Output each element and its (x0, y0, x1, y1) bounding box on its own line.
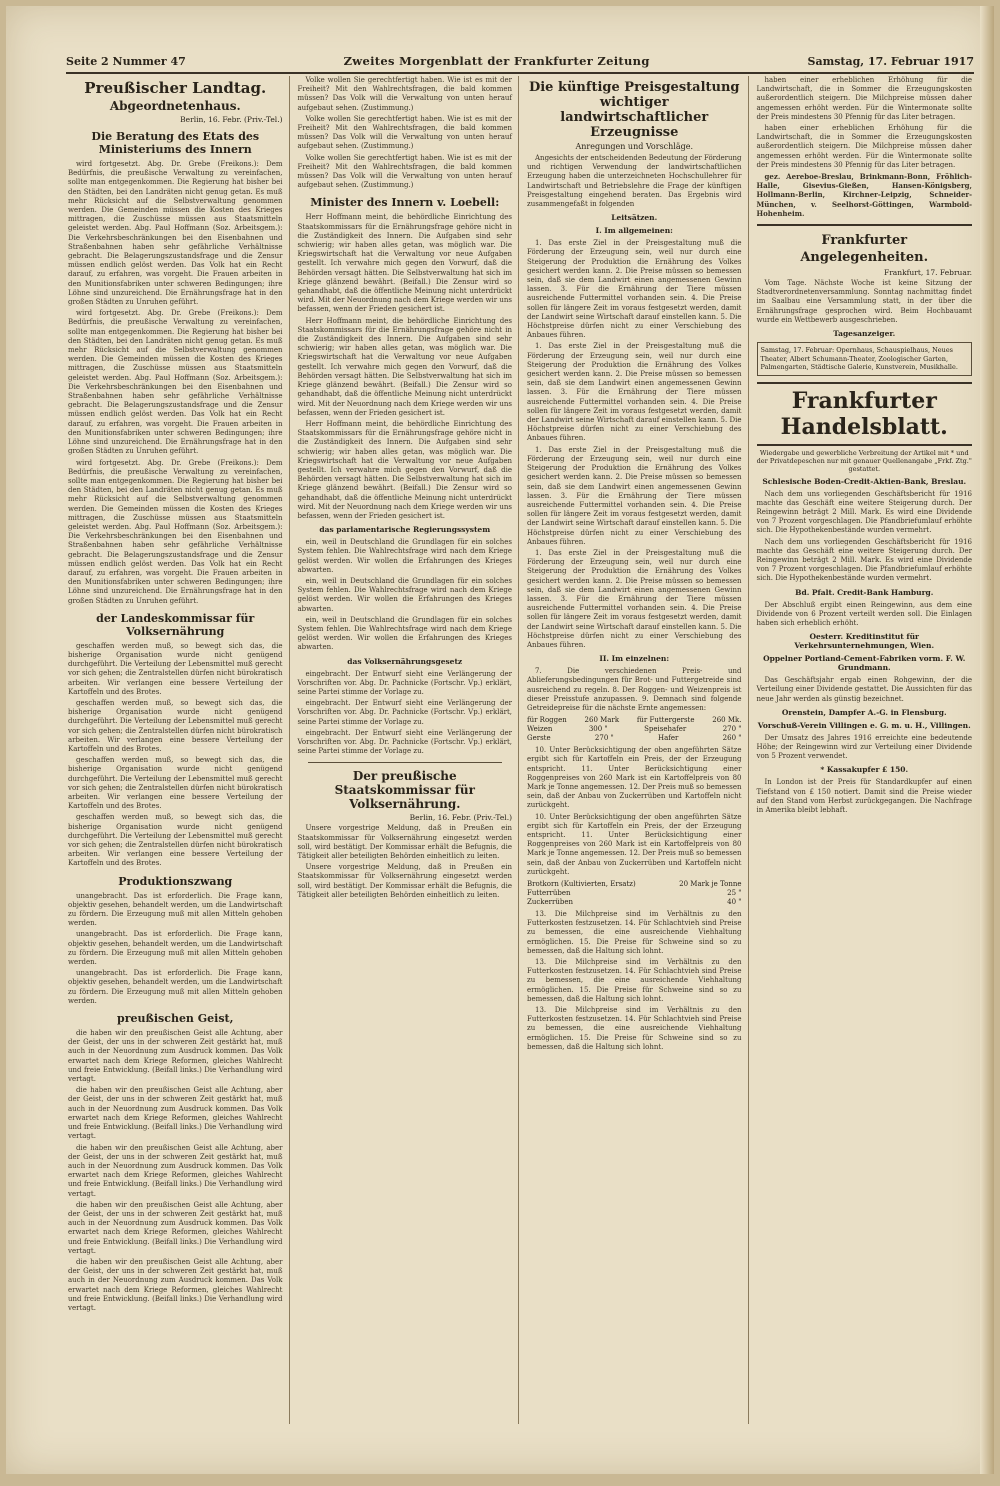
handelsblatt-note: Wiedergabe und gewerbliche Verbreitung der Artikel mit * und der Privatdepeschen nur mit genauer Quellenangabe „Frkf. Ztg." gestattet. (756, 448, 972, 473)
company-heading: Bd. Pfalt. Credit-Bank Hamburg. (795, 587, 934, 597)
dateline: Berlin, 16. Febr. (Priv.-Tel.) (409, 813, 512, 823)
handelsblatt-title: Frankfurter Handelsblatt. (757, 382, 973, 446)
company-heading: * Kassakupfer £ 150. (820, 765, 909, 775)
price-cell: Weizen (527, 725, 553, 734)
price-cell: 270 " (722, 725, 742, 734)
section-heading: I. Im allgemeinen: (595, 226, 673, 236)
section-heading: das Volksernährungsgesetz (347, 656, 463, 666)
article-body: Nach dem uns vorliegenden Geschäftsbericht für 1916 machte das Geschäft eine weitere Steigerung durch. Der Reingewinn beträgt 2 Mill. Mark. Es wird eine Dividende von 7 Prozent vorgeschlagen. Die Pfandbriefumlauf erhöhte sich. Die Hypothekenbestände wurden vermehrt. Nach dem uns vorliegenden Geschäftsbericht für 1916 machte das Geschäft eine weitere Steigerung durch. Der Reingewinn beträgt 2 Mill. Mark. Es wird eine Dividende von 7 Prozent vorgeschlagen. Die Pfandbriefumlauf erhöhte sich. Die Hypothekenbestände wurden vermehrt. (756, 489, 972, 583)
price-cell: für Roggen (527, 716, 567, 725)
company-heading: Orenstein, Dampfer A.-G. in Flensburg. (781, 707, 947, 717)
divider (757, 224, 973, 226)
article-body: Volke wollen Sie gerechtfertigt haben. Wie ist es mit der Freiheit? Mit den Wahlrechtsfragen, die bald kommen müssen? Das Volk will die Verwaltung von unten herauf aufgebaut sehen. (Zustimmung.) Volke wollen Sie gerechtfertigt haben. Wie ist es mit der Freiheit? Mit den Wahlrechtsfragen, die bald kommen müssen? Das Volk will die Verwaltung von unten herauf aufgebaut sehen. (Zustimmung.) Volke wollen Sie gerechtfertigt haben. Wie ist es mit der Freiheit? Mit den Wahlrechtsfragen, die bald kommen müssen? Das Volk will die Verwaltung von unten herauf aufgebaut sehen. (Zustimmung.) (297, 76, 512, 190)
price-table-2 (527, 880, 742, 907)
article-title-preisgestaltung: Die künftige Preisgestaltung wichtiger landwirtschaftlicher Erzeugnisse (528, 80, 740, 140)
price-cell: 25 " (727, 889, 742, 898)
company-heading: Vorschuß-Verein Villingen e. G. m. u. H., Villingen. (757, 720, 971, 730)
price-row (527, 898, 742, 907)
price-cell: 260 Mark (584, 716, 620, 725)
article-body: Unsere vorgestrige Meldung, daß in Preußen ein Staatskommissar für Volksernährung eingesetzt werden soll, wird bestätigt. Der Kommissar erhält die Befugnis, die Tätigkeit aller beteiligten Behörden einheitlich zu leiten. Unsere vorgestrige Meldung, daß in Preußen ein Staatskommissar für Volksernährung eingesetzt werden soll, wird bestätigt. Der Kommissar erhält die Befugnis, die Tätigkeit aller beteiligten Behörden einheitlich zu leiten. (297, 824, 512, 899)
section-heading: Produktionszwang (118, 874, 233, 888)
price-cell: 300 " (588, 725, 608, 734)
notices-box: Samstag, 17. Februar: Opernhaus, Schauspielhaus, Neues Theater, Albert Schumann-Theater, Zoologischer Garten, Palmengarten, Städtische Galerie, Kunstverein, Musikhalle. (757, 342, 973, 376)
article-body: In London ist der Preis für Standardkupfer auf einen Tiefstand von £ 150 notiert. Damit sind die Preise wieder auf den Stand vom Herbst zurückgegangen. Die Nachfrage in Amerika bleibt lebhaft. (756, 778, 972, 815)
article-title-frankfurt: Frankfurter Angelegenheiten. (800, 233, 929, 266)
article-body: die haben wir den preußischen Geist alle Achtung, aber der Geist, der uns in der schweren Zeit gestärkt hat, muß auch in der Neuordnung zum Ausdruck kommen. Das Volk erwartet nach dem Kriege Reformen, gleiches Wahlrecht und freie Entwicklung. (Beifall links.) Die Verhandlung wird vertagt. die haben wir den preußischen Geist alle Achtung, aber der Geist, der uns in der schweren Zeit gestärkt hat, muß auch in der Neuordnung zum Ausdruck kommen. Das Volk erwartet nach dem Kriege Reformen, gleiches Wahlrecht und freie Entwicklung. (Beifall links.) Die Verhandlung wird vertagt. die haben wir den preußischen Geist alle Achtung, aber der Geist, der uns in der schweren Zeit gestärkt hat, muß auch in der Neuordnung zum Ausdruck kommen. Das Volk erwartet nach dem Kriege Reformen, gleiches Wahlrecht und freie Entwicklung. (Beifall links.) Die Verhandlung wird vertagt. die haben wir den preußischen Geist alle Achtung, aber der Geist, der uns in der schweren Zeit gestärkt hat, muß auch in der Neuordnung zum Ausdruck kommen. Das Volk erwartet nach dem Kriege Reformen, gleiches Wahlrecht und freie Entwicklung. (Beifall links.) Die Verhandlung wird vertagt. die haben wir den preußischen Geist alle Achtung, aber der Geist, der uns in der schweren Zeit gestärkt hat, muß auch in der Neuordnung zum Ausdruck kommen. Das Volk erwartet nach dem Kriege Reformen, gleiches Wahlrecht und freie Entwicklung. (Beifall links.) Die Verhandlung wird vertagt. (68, 1029, 283, 1312)
issue-date: Samstag, 17. Februar 1917 (807, 54, 974, 68)
dateline: Berlin, 16. Febr. (Priv.-Tel.) (180, 115, 283, 124)
divider (308, 762, 503, 763)
article-body: geschaffen werden muß, so bewegt sich das, die bisherige Organisation wurde nicht genügend durchgeführt. Die Verteilung der Lebensmittel muß gerecht vor sich gehen; die Zentralstellen dürfen nicht bürokratisch arbeiten. Wir verlangen eine bessere Verteilung der Kartoffeln und des Brotes. geschaffen werden muß, so bewegt sich das, die bisherige Organisation wurde nicht genügend durchgeführt. Die Verteilung der Lebensmittel muß gerecht vor sich gehen; die Zentralstellen dürfen nicht bürokratisch arbeiten. Wir verlangen eine bessere Verteilung der Kartoffeln und des Brotes. geschaffen werden muß, so bewegt sich das, die bisherige Organisation wurde nicht genügend durchgeführt. Die Verteilung der Lebensmittel muß gerecht vor sich gehen; die Zentralstellen dürfen nicht bürokratisch arbeiten. Wir verlangen eine bessere Verteilung der Kartoffeln und des Brotes. geschaffen werden muß, so bewegt sich das, die bisherige Organisation wurde nicht genügend durchgeführt. Die Verteilung der Lebensmittel muß gerecht vor sich gehen; die Zentralstellen dürfen nicht bürokratisch arbeiten. Wir verlangen eine bessere Verteilung der Kartoffeln und des Brotes. (68, 641, 283, 868)
article-body: ein, weil in Deutschland die Grundlagen für ein solches System fehlen. Die Wahlrechtsfrage wird nach dem Kriege gelöst werden. Wir wollen die Erfahrungen des Krieges abwarten. ein, weil in Deutschland die Grundlagen für ein solches System fehlen. Die Wahlrechtsfrage wird nach dem Kriege gelöst werden. Wir wollen die Erfahrungen des Krieges abwarten. ein, weil in Deutschland die Grundlagen für ein solches System fehlen. Die Wahlrechtsfrage wird nach dem Kriege gelöst werden. Wir wollen die Erfahrungen des Krieges abwarten. (297, 538, 512, 652)
columns (66, 76, 978, 1424)
company-heading: Oesterr. Kreditinstitut für Verkehrsunternehmungen, Wien. (794, 632, 935, 651)
price-cell: Brotkorn (Kultivierten, Ersatz) (527, 880, 636, 889)
article-subtitle-abgeordnetenhaus: Abgeordnetenhaus. (109, 99, 241, 113)
section-heading: Leitsätzen. (611, 213, 658, 223)
price-table (527, 716, 742, 743)
article-body: Herr Hoffmann meint, die behördliche Einrichtung des Staatskommissars für die Ernährungsfrage gehöre nicht in die Zuständigkeit des Innern. Die Aufgaben sind sehr schwierig; wir haben alles getan, was möglich war. Die Kriegswirtschaft hat die Verwaltung vor neue Aufgaben gestellt. Ich verwahre mich gegen den Vorwurf, daß die Behörden versagt hätten. Die Selbstverwaltung hat sich im Kriege glänzend bewährt. (Beifall.) Die Zensur wird so gehandhabt, daß die öffentliche Meinung nicht unterdrückt wird. Mit der Neuordnung nach dem Kriege werden wir uns befassen, wenn der Frieden gesichert ist. Herr Hoffmann meint, die behördliche Einrichtung des Staatskommissars für die Ernährungsfrage gehöre nicht in die Zuständigkeit des Innern. Die Aufgaben sind sehr schwierig; wir haben alles getan, was möglich war. Die Kriegswirtschaft hat die Verwaltung vor neue Aufgaben gestellt. Ich verwahre mich gegen den Vorwurf, daß die Behörden versagt hätten. Die Selbstverwaltung hat sich im Kriege glänzend bewährt. (Beifall.) Die Zensur wird so gehandhabt, daß die öffentliche Meinung nicht unterdrückt wird. Mit der Neuordnung nach dem Kriege werden wir uns befassen, wenn der Frieden gesichert ist. Herr Hoffmann meint, die behördliche Einrichtung des Staatskommissars für die Ernährungsfrage gehöre nicht in die Zuständigkeit des Innern. Die Aufgaben sind sehr schwierig; wir haben alles getan, was möglich war. Die Kriegswirtschaft hat die Verwaltung vor neue Aufgaben gestellt. Ich verwahre mich gegen den Vorwurf, daß die Behörden versagt hätten. Die Selbstverwaltung hat sich im Kriege glänzend bewährt. (Beifall.) Die Zensur wird so gehandhabt, daß die öffentliche Meinung nicht unterdrückt wird. Mit der Neuordnung nach dem Kriege werden wir uns befassen, wenn der Frieden gesichert ist. (297, 213, 512, 520)
article-body: wird fortgesetzt. Abg. Dr. Grebe (Freikons.): Dem Bedürfnis, die preußische Verwaltung zu vereinfachen, sollte man entgegenkommen. Die Regierung hat bisher bei den Städten, bei den Landräten nicht genug getan. Es muß mehr Rücksicht auf die Selbstverwaltung genommen werden. Die Gemeinden müssen die Kosten des Krieges mittragen, die Zuschüsse müssen aus Staatsmitteln geleistet werden. Abg. Paul Hoffmann (Soz. Arbeitsgem.): Die Verkehrsbeschränkungen bei den Eisenbahnen und Straßenbahnen haben sehr gefährliche Verhältnisse gebracht. Die Belagerungszustandsfrage und die Zensur müssen endlich gelöst werden. Das Volk hat ein Recht darauf, zu erfahren, was vorgeht. Die Frauen arbeiten in den Munitionsfabriken unter schweren Bedingungen; ihre Löhne sind unzureichend. Die Ernährungsfrage hat in den großen Städten zu Unruhen geführt. wird fortgesetzt. Abg. Dr. Grebe (Freikons.): Dem Bedürfnis, die preußische Verwaltung zu vereinfachen, sollte man entgegenkommen. Die Regierung hat bisher bei den Städten, bei den Landräten nicht genug getan. Es muß mehr Rücksicht auf die Selbstverwaltung genommen werden. Die Gemeinden müssen die Kosten des Krieges mittragen, die Zuschüsse müssen aus Staatsmitteln geleistet werden. Abg. Paul Hoffmann (Soz. Arbeitsgem.): Die Verkehrsbeschränkungen bei den Eisenbahnen und Straßenbahnen haben sehr gefährliche Verhältnisse gebracht. Die Belagerungszustandsfrage und die Zensur müssen endlich gelöst werden. Das Volk hat ein Recht darauf, zu erfahren, was vorgeht. Die Frauen arbeiten in den Munitionsfabriken unter schweren Bedingungen; ihre Löhne sind unzureichend. Die Ernährungsfrage hat in den großen Städten zu Unruhen geführt. wird fortgesetzt. Abg. Dr. Grebe (Freikons.): Dem Bedürfnis, die preußische Verwaltung zu vereinfachen, sollte man entgegenkommen. Die Regierung hat bisher bei den Städten, bei den Landräten nicht genug getan. Es muß mehr Rücksicht auf die Selbstverwaltung genommen werden. Die Gemeinden müssen die Kosten des Krieges mittragen, die Zuschüsse müssen aus Staatsmitteln geleistet werden. Abg. Paul Hoffmann (Soz. Arbeitsgem.): Die Verkehrsbeschränkungen bei den Eisenbahnen und Straßenbahnen haben sehr gefährliche Verhältnisse gebracht. Die Belagerungszustandsfrage und die Zensur müssen endlich gelöst werden. Das Volk hat ein Recht darauf, zu erfahren, was vorgeht. Die Frauen arbeiten in den Munitionsfabriken unter schweren Bedingungen; ihre Löhne sind unzureichend. Die Ernährungsfrage hat in den großen Städten zu Unruhen geführt. (68, 160, 283, 605)
article-body: haben einer erheblichen Erhöhung für die Landwirtschaft, die in Sommer die Erzeugungskosten außerordentlich steigern. Die Milchpreise müssen daher angemessen erhöht werden. Für die Wintermonate sollte der Preis mindestens 30 Pfennig für das Liter betragen. haben einer erheblichen Erhöhung für die Landwirtschaft, die in Sommer die Erzeugungskosten außerordentlich steigern. Die Milchpreise müssen daher angemessen erhöht werden. Für die Wintermonate sollte der Preis mindestens 30 Pfennig für das Liter betragen. (756, 76, 972, 169)
article-title-staatskommissar: Der preußische Staatskommissar für Volksernährung. (334, 769, 475, 812)
price-cell: Futterrüben (527, 889, 571, 898)
article-body: Das Geschäftsjahr ergab einen Rohgewinn, der die Verteilung einer Dividende gestattet. Die Aussichten für das neue Jahr werden als günstig bezeichnet. (756, 676, 972, 703)
signers: gez. Aereboe-Breslau, Brinkmann-Bonn, Fröhlich-Halle, Gisevius-Gießen, Hansen-Königsberg, Hollmann-Berlin, Kirchner-Leipzig, Schneider-München, v. Seelhorst-Göttingen, Warmbold-Hohenheim. (756, 172, 972, 218)
page-number: Seite 2 Nummer 47 (66, 54, 186, 68)
masthead: Zweites Morgenblatt der Frankfurter Zeitung (343, 54, 650, 68)
price-cell: 260 " (722, 734, 742, 743)
price-cell: Hafer (658, 734, 679, 743)
price-cell: Gerste (527, 734, 551, 743)
company-heading: Oppelner Portland-Cement-Fabriken vorm. F. W. Grundmann. (763, 654, 966, 673)
article-body: eingebracht. Der Entwurf sieht eine Verlängerung der Vorschriften vor. Abg. Dr. Pachnicke (Fortschr. Vp.) erklärt, seine Partei stimme der Vorlage zu. eingebracht. Der Entwurf sieht eine Verlängerung der Vorschriften vor. Abg. Dr. Pachnicke (Fortschr. Vp.) erklärt, seine Partei stimme der Vorlage zu. eingebracht. Der Entwurf sieht eine Verlängerung der Vorschriften vor. Abg. Dr. Pachnicke (Fortschr. Vp.) erklärt, seine Partei stimme der Vorlage zu. (297, 669, 512, 756)
section-heading: Minister des Innern v. Loebell: (310, 196, 500, 210)
company-heading: Schlesische Boden-Credit-Aktien-Bank, Breslau. (762, 476, 967, 486)
price-cell: 40 " (727, 898, 742, 907)
newspaper-page (6, 6, 994, 1474)
price-row (527, 734, 742, 743)
price-row (527, 725, 742, 734)
section-heading: preußischen Geist, (117, 1012, 234, 1026)
section-heading: der Landeskommissar für Volksernährung (96, 611, 255, 638)
price-cell: 20 Mark je Tonne (679, 880, 742, 889)
column-3 (525, 76, 749, 1424)
article-body: 1. Das erste Ziel in der Preisgestaltung muß die Förderung der Erzeugung sein, weil nur durch eine Steigerung der Produktion die Ernährung des Volkes gesichert werden kann. 2. Die Preise müssen so bemessen sein, daß sie dem Landwirt einen angemessenen Gewinn lassen. 3. Für die Ernährung der Tiere müssen ausreichende Futtermittel vorhanden sein. 4. Die Preise sollen für längere Zeit im voraus festgesetzt werden, damit der Landwirt seine Wirtschaft darauf einstellen kann. 5. Die Höchstpreise dürfen nicht zu einer Verschiebung des Anbaues führen. 1. Das erste Ziel in der Preisgestaltung muß die Förderung der Erzeugung sein, weil nur durch eine Steigerung der Produktion die Ernährung des Volkes gesichert werden kann. 2. Die Preise müssen so bemessen sein, daß sie dem Landwirt einen angemessenen Gewinn lassen. 3. Für die Ernährung der Tiere müssen ausreichende Futtermittel vorhanden sein. 4. Die Preise sollen für längere Zeit im voraus festgesetzt werden, damit der Landwirt seine Wirtschaft darauf einstellen kann. 5. Die Höchstpreise dürfen nicht zu einer Verschiebung des Anbaues führen. 1. Das erste Ziel in der Preisgestaltung muß die Förderung der Erzeugung sein, weil nur durch eine Steigerung der Produktion die Ernährung des Volkes gesichert werden kann. 2. Die Preise müssen so bemessen sein, daß sie dem Landwirt einen angemessenen Gewinn lassen. 3. Für die Ernährung der Tiere müssen ausreichende Futtermittel vorhanden sein. 4. Die Preise sollen für längere Zeit im voraus festgesetzt werden, damit der Landwirt seine Wirtschaft darauf einstellen kann. 5. Die Höchstpreise dürfen nicht zu einer Verschiebung des Anbaues führen. 1. Das erste Ziel in der Preisgestaltung muß die Förderung der Erzeugung sein, weil nur durch eine Steigerung der Produktion die Ernährung des Volkes gesichert werden kann. 2. Die Preise müssen so bemessen sein, daß sie dem Landwirt einen angemessenen Gewinn lassen. 3. Für die Ernährung der Tiere müssen ausreichende Futtermittel vorhanden sein. 4. Die Preise sollen für längere Zeit im voraus festgesetzt werden, damit der Landwirt seine Wirtschaft darauf einstellen kann. 5. Die Höchstpreise dürfen nicht zu einer Verschiebung des Anbaues führen. (527, 239, 742, 649)
article-body: 7. Die verschiedenen Preis- und Ablieferungsbedingungen für Brot- und Futtergetreide sind ausreichend zu regeln. 8. Der Roggen- und Weizenpreis ist dieser Preisstufe anzupassen. 9. Demnach sind folgende Getreidepreise für die nächste Ernte angemessen: (527, 667, 742, 712)
section-heading: Tagesanzeiger. (833, 329, 896, 339)
section-heading: II. Im einzelnen: (599, 654, 670, 664)
page-edge-shadow (980, 6, 994, 1474)
article-body: unangebracht. Das ist erforderlich. Die Frage kann, objektiv gesehen, behandelt werden, um die Landwirtschaft zu fördern. Die Erzeugung muß mit allen Mitteln gehoben werden. unangebracht. Das ist erforderlich. Die Frage kann, objektiv gesehen, behandelt werden, um die Landwirtschaft zu fördern. Die Erzeugung muß mit allen Mitteln gehoben werden. unangebracht. Das ist erforderlich. Die Frage kann, objektiv gesehen, behandelt werden, um die Landwirtschaft zu fördern. Die Erzeugung muß mit allen Mitteln gehoben werden. (68, 891, 283, 1005)
article-body: 10. Unter Berücksichtigung der oben angeführten Sätze ergibt sich für Kartoffeln ein Preis, der der Erzeugung entspricht. 11. Unter Berücksichtigung einer Roggenpreises von 260 Mark ist ein Kartoffelpreis von 80 Mark je Tonne angemessen. 12. Der Preis muß so bemessen sein, daß der Anbau von Zuckerrüben und Kartoffeln nicht zurückgeht. 10. Unter Berücksichtigung der oben angeführten Sätze ergibt sich für Kartoffeln ein Preis, der der Erzeugung entspricht. 11. Unter Berücksichtigung einer Roggenpreises von 260 Mark ist ein Kartoffelpreis von 80 Mark je Tonne angemessen. 12. Der Preis muß so bemessen sein, daß der Anbau von Zuckerrüben und Kartoffeln nicht zurückgeht. (527, 746, 742, 876)
page-header (66, 50, 974, 74)
section-heading: das parlamentarische Regierungssystem (319, 525, 491, 535)
article-body: Der Abschluß ergibt einen Reingewinn, aus dem eine Dividende von 6 Prozent verteilt werden soll. Die Einlagen haben sich erheblich erhöht. (756, 600, 972, 627)
price-row (527, 889, 742, 898)
article-intro: Angesichts der entscheidenden Bedeutung der Förderung und richtigen Verwendung der landwirtschaftlichen Erzeugung haben die unterzeichneten Hochschullehrer für Landwirtschaft und Betriebslehre die Frage der künftigen Preisgestaltung eingehend beraten. Das Ergebnis wird zusammengefaßt in folgenden (527, 154, 742, 209)
column-4 (755, 76, 979, 1424)
section-heading: Die Beratung des Etats des Ministeriums des Innern (91, 130, 260, 156)
article-body: Der Umsatz des Jahres 1916 erreichte eine bedeutende Höhe; der Reingewinn wird zur Verteilung einer Dividende von 5 Prozent verwendet. (756, 733, 972, 761)
dateline: Frankfurt, 17. Februar. (884, 268, 972, 278)
price-cell: Speisehafer (644, 725, 687, 734)
price-cell: 260 Mk. (712, 716, 742, 725)
article-title-landtag: Preußischer Landtag. (84, 79, 267, 97)
price-row (527, 880, 742, 889)
column-1 (66, 76, 290, 1424)
article-subtitle: Anregungen und Vorschläge. (575, 142, 694, 151)
price-cell: für Futtergerste (636, 716, 695, 725)
price-cell: Zuckerrüben (527, 898, 574, 907)
article-body: Vom Tage. Nächste Woche ist keine Sitzung der Stadtverordnetenversammlung. Sonntag nachmittag findet im Saalbau eine Versammlung statt, in der über die Ernährungsfrage gesprochen wird. Beim Hochbauamt wurde ein Wettbewerb ausgeschrieben. (756, 279, 972, 324)
column-2 (296, 76, 520, 1424)
article-body: 13. Die Milchpreise sind im Verhältnis zu den Futterkosten festzusetzen. 14. Für Schlachtvieh sind Preise zu bemessen, die eine ausreichende Viehhaltung ermöglichen. 15. Die Preise für Schweine sind so zu bemessen, daß die Haltung sich lohnt. 13. Die Milchpreise sind im Verhältnis zu den Futterkosten festzusetzen. 14. Für Schlachtvieh sind Preise zu bemessen, die eine ausreichende Viehhaltung ermöglichen. 15. Die Preise für Schweine sind so zu bemessen, daß die Haltung sich lohnt. 13. Die Milchpreise sind im Verhältnis zu den Futterkosten festzusetzen. 14. Für Schlachtvieh sind Preise zu bemessen, die eine ausreichende Viehhaltung ermöglichen. 15. Die Preise für Schweine sind so zu bemessen, daß die Haltung sich lohnt. (527, 910, 742, 1051)
price-cell: 270 " (594, 734, 614, 743)
price-row (527, 716, 742, 725)
